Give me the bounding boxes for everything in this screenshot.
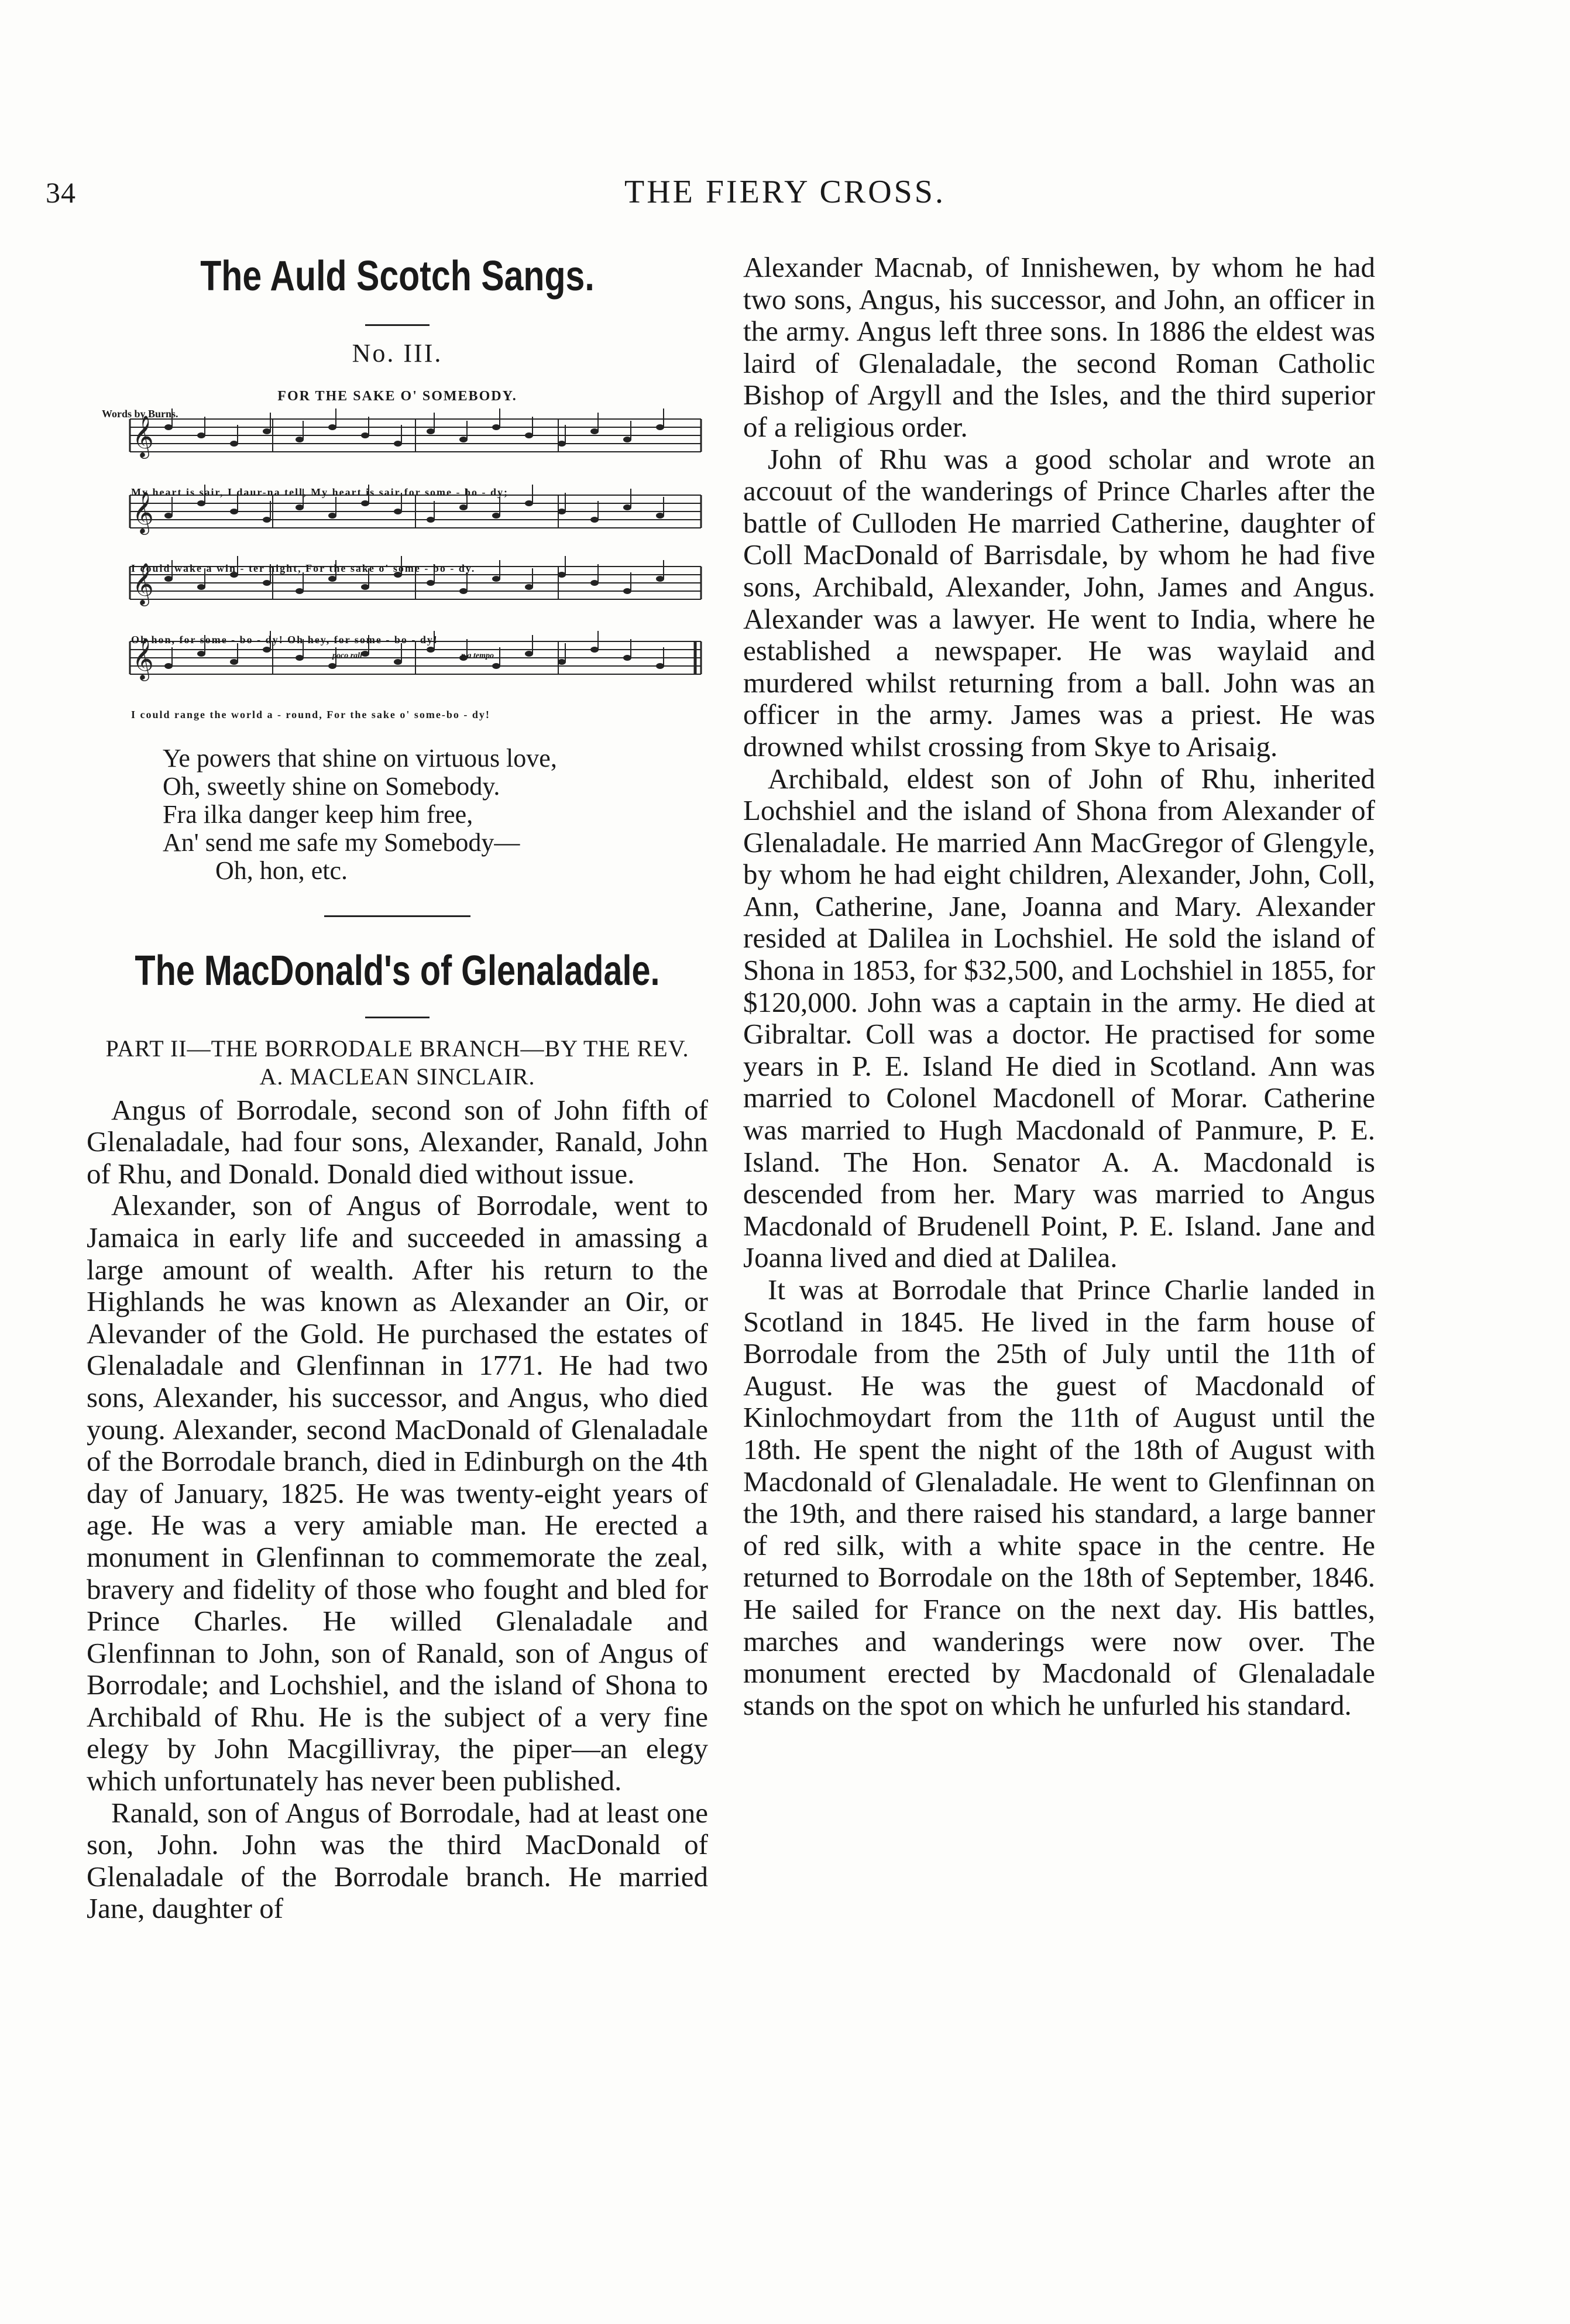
lyric-line: Oh hon, for some - bo - dy! Oh hey, for some - bo - dy! <box>131 633 438 646</box>
left-column <box>87 252 708 1925</box>
sheet-music <box>87 378 708 723</box>
paragraph: It was at Borrodale that Prince Charlie landed in Scotland in 1845. He lived in the farm house of Borrodale from the 25th of July until the 11th of August. He was the guest of Macdonald of Kinlochmoydart from the 11th of August until the 18th. He spent the night of the 18th of August with Macdonald of Glenaladale. He went to Glenfinnan on the 19th, and there raised his standard, a large banner of red silk, with a white space in the centre. He returned to Borrodale on the 18th of September, 1846. He sailed for France on the next day. His battles, marches and wanderings were now over. The monument erected by Macdonald of Glenaladale stands on the spot on which he unfurled his standard. <box>743 1273 1375 1721</box>
paragraph: Angus of Borrodale, second son of John fifth of Glenaladale, had four sons, Alexander, Ranald, John of Rhu, and Donald. Donald died without issue. <box>87 1093 708 1190</box>
article-heading: The MacDonald's of Glenaladale. <box>135 947 660 994</box>
paragraph: Ranald, son of Angus of Borrodale, had at least one son, John. John was the third MacDonald of Glenaladale of the Borrodale branch. He married Jane, daughter of <box>87 1796 708 1925</box>
lyric-line: I could wake a win - ter night, For the sake o' some - bo - dy. <box>131 562 476 574</box>
song-heading: The Auld Scotch Sangs. <box>200 253 595 300</box>
tune-title: FOR THE SAKE O' SOMEBODY. <box>277 388 517 404</box>
lyric-line: My heart is sair, I daur-na tell, My heart is sair for some - bo - dy; <box>131 486 509 498</box>
page-number: 34 <box>46 176 76 209</box>
paragraph: Alexander, son of Angus of Borrodale, went to Jamaica in early life and succeeded in amassing a large amount of wealth. After his return to the Highlands he was known as Alexander an Oir, or Alevander of the Gold. He purchased the estates of Glenaladale and Glenfinnan in 1771. He had two sons, Alexander, his successor, and Angus, who died young. Alexander, second MacDonald of Glenaladale of the Borrodale branch, died in Edinburgh on the 4th day of January, 1825. He was twenty-eight years of age. He was a very amiable man. He erected a monument in Glenfinnan to commemorate the zeal, bravery and fidelity of those who fought and bled for Prince Charles. He willed Glenaladale and Glenfinnan to John, son of Ranald, son of Angus of Borrodale; and Lochshiel, and the island of Shona to Archibald of Rhu. He is the subject of a very fine elegy by John Macgillivray, the piper—an elegy which unfortunately has never been published. <box>87 1189 708 1797</box>
verse <box>163 744 708 885</box>
divider <box>365 324 430 326</box>
verse-line: An' send me safe my Somebody— <box>163 828 520 857</box>
svg-text:𝄞: 𝄞 <box>132 636 154 679</box>
paragraph: John of Rhu was a good scholar and wrote an accouut of the wanderings of Prince Charles after the battle of Culloden He married Catherine, daughter of Coll MacDonald of Barrisdale, by whom he had five sons, Archibald, Alexander, John, James and Angus. Alexander was a lawyer. He went to India, where he established a newspaper. He was waylaid and murdered whilst returning from a ball. John was an officer in the army. James was a priest. He was drowned whilst crossing from Skye to Arisaig. <box>743 442 1375 763</box>
paragraph: Archibald, eldest son of John of Rhu, inherited Lochshiel and the island of Shona from Alexander of Glenaladale. He married Ann MacGregor of Glengyle, by whom he had eight children, Alexander, John, Coll, Ann, Catherine, Jane, Joanna and Mary. Alexander resided at Dalilea in Lochshiel. He sold the island of Shona in 1853, for $32,500, and Lochshiel in 1855, for $120,000. John was a captain in the army. He died at Gibraltar. Coll was a doctor. He practised for some years in P. E. Island He died in Scotland. Ann was married to Colonel Macdonell of Morar. Catherine was married to Hugh Macdonald of Panmure, P. E. Island. The Hon. Senator A. A. Macdonald is descended from her. Mary was married to Angus Macdonald of Brudenell Point, P. E. Island. Jane and Joanna lived and died at Dalilea. <box>743 762 1375 1274</box>
tempo-mark: p a tempo <box>461 651 494 660</box>
byline <box>87 1035 708 1091</box>
music-staves <box>87 378 708 706</box>
verse-line: Fra ilka danger keep him free, <box>163 799 473 829</box>
song-number: No. III. <box>352 339 443 368</box>
verse-line: Oh, sweetly shine on Somebody. <box>163 771 500 801</box>
svg-text:𝄞: 𝄞 <box>132 490 154 533</box>
divider <box>324 915 470 917</box>
tempo-mark: poco rall <box>332 651 362 660</box>
right-column <box>743 252 1375 1721</box>
lyric-line: I could range the world a - round, For the sake o' some-bo - dy! <box>131 708 490 720</box>
byline-line: A. MACLEAN SINCLAIR. <box>259 1063 535 1090</box>
words-credit: Words by Burns. <box>102 407 178 420</box>
svg-text:𝄞: 𝄞 <box>132 414 154 457</box>
divider <box>365 1017 430 1018</box>
verse-line: Oh, hon, etc. <box>215 856 348 885</box>
svg-text:𝄞: 𝄞 <box>132 561 154 605</box>
byline-line: PART II—THE BORRODALE BRANCH—BY THE REV. <box>105 1035 689 1062</box>
paragraph: Alexander Macnab, of Innishewen, by whom he had two sons, Angus, his successor, and John, an officer in the army. Angus left three sons. In 1886 the eldest was laird of Glenaladale, the second Roman Catholic Bishop of Argyll and the Isles, and the third superior of a religious order. <box>743 251 1375 443</box>
running-head: THE FIERY CROSS. <box>624 174 946 210</box>
verse-line: Ye powers that shine on virtuous love, <box>163 743 557 773</box>
